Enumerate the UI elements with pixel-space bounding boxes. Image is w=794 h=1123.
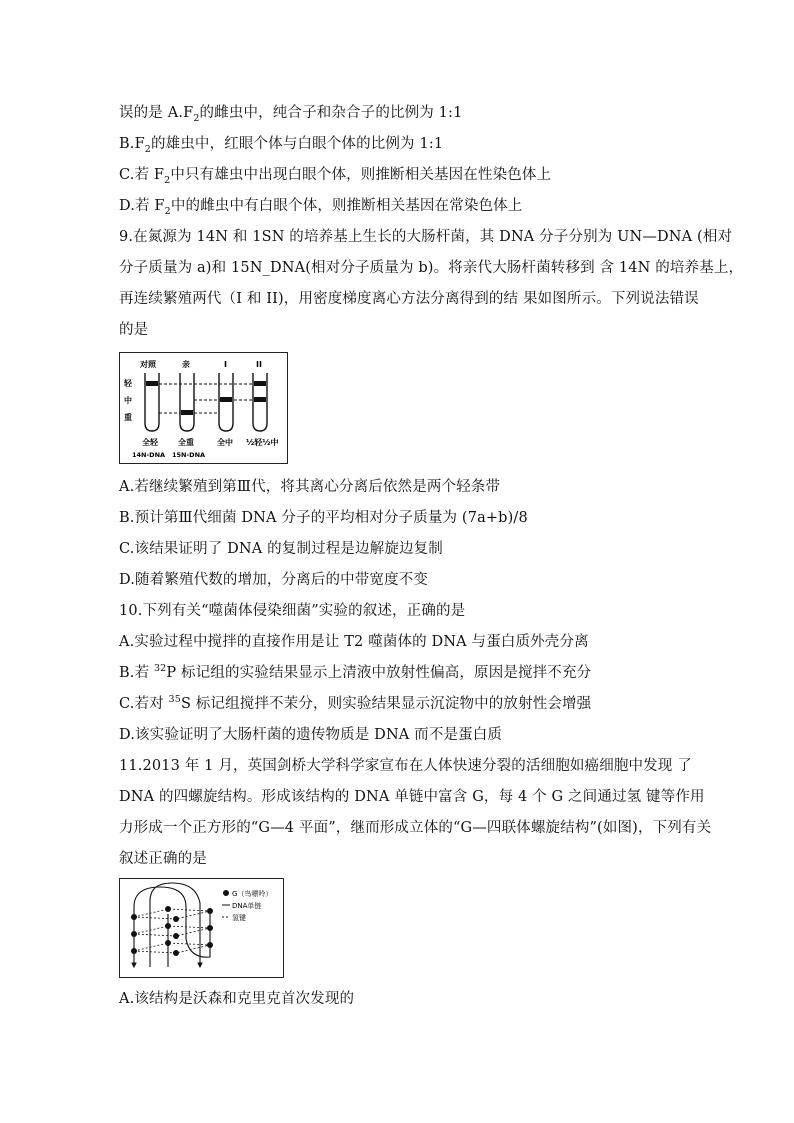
question-9-option-d: D.随着繁殖代数的增加，分离后的中带宽度不变 — [119, 572, 429, 588]
centrifuge-figure — [119, 352, 288, 464]
band-gen1-mid — [220, 397, 232, 402]
question-11-line-2: DNA 的四螺旋结构。形成该结构的 DNA 单链中富含 G，每 4 个 G 之间通过氢 键等作用 — [119, 789, 705, 805]
question-10-option-a: A.实验过程中搅拌的直接作用是让 T2 噬菌体的 DNA 与蛋白质外壳分离 — [119, 634, 589, 650]
bottom-sub-14n: 14N-DNA — [132, 451, 166, 459]
question-10-stem: 10.下列有关“噬菌体侵染细菌”实验的叙述，正确的是 — [119, 603, 466, 619]
bottom-label-half: ½轻½中 — [246, 438, 279, 447]
option-line-8d: D.若 $F_2$中的雌虫中有白眼个体，则推断相关基因在常染色体上 — [119, 198, 523, 217]
question-9-line-4: 的是 — [119, 322, 149, 338]
question-10-option-d: D.该实验证明了大肠杆菌的遗传物质是 DNA 而不是蛋白质 — [119, 727, 503, 743]
question-9-line-2: 分子质量为 a)和 15N_DNA(相对分子质量为 b)。将亲代大肠杆菌转移到 含 14N 的培养基上， — [119, 260, 744, 276]
g-quadruplex-figure — [119, 878, 284, 978]
option-line-8b: $B.F_2$的雄虫中，红眼个体与白眼个体的比例为 1:1 — [119, 136, 444, 155]
row-label-light: 轻 — [124, 379, 132, 388]
question-11-line-4: 叙述正确的是 — [119, 851, 207, 867]
bottom-label-all-heavy: 全重 — [178, 438, 194, 447]
band-control-light — [146, 381, 158, 386]
legend-strand: DNA单链 — [232, 902, 262, 910]
legend-h-bond: 氢键 — [232, 914, 246, 922]
col-label-gen2: II — [256, 360, 262, 369]
col-label-gen1: I — [224, 360, 227, 369]
row-label-heavy: 重 — [124, 413, 132, 422]
bottom-label-all-mid: 全中 — [217, 438, 233, 447]
question-11-line-3: 力形成一个正方形的“G—4 平面”，继而形成立体的“G—四联体螺旋结构”(如图)，下列有关 — [119, 820, 712, 836]
question-9-option-b: B.预计第Ⅲ代细菌 DNA 分子的平均相对分子质量为 (7a+b)/8 — [119, 510, 528, 526]
question-9-line-3: 再连续繁殖两代（I 和 II)，用密度梯度离心方法分离得到的结 果如图所示。下列说法错误 — [119, 291, 699, 307]
col-label-control: 对照 — [140, 360, 156, 369]
option-line-8a: 误的是 $A.F_2$的雌虫中，纯合子和杂合子的比例为 1:1 — [119, 105, 463, 124]
bottom-sub-15n: 15N-DNA — [172, 451, 206, 459]
question-9-line-1: 9.在氮源为 14N 和 1SN 的培养基上生长的大肠杆菌，其 DNA 分子分别为 UN—DNA (相对 — [119, 229, 733, 245]
question-9-option-a: A.若继续繁殖到第Ⅲ代，将其离心分离后依然是两个轻条带 — [119, 479, 501, 495]
question-10-option-c: C.若对 $^{35}$S 标记组搅拌不茉分，则实验结果显示沉淀物中的放射性会增强 — [119, 694, 592, 712]
band-gen2-mid — [254, 397, 266, 402]
question-11-option-a: A.该结构是沃森和克里克首次发现的 — [119, 991, 355, 1007]
tube-parent — [180, 373, 194, 431]
row-label-mid: 中 — [124, 396, 132, 405]
question-9-option-c: C.该结果证明了 DNA 的复制过程是边解旋边复制 — [119, 541, 443, 557]
option-line-8c: C.若 $F_2$中只有雄虫中出现白眼个体，则推断相关基因在性染色体上 — [119, 167, 552, 186]
band-parent-heavy — [181, 410, 193, 415]
band-gen2-light — [254, 381, 266, 386]
question-11-line-1: 11.2013 年 1 月，英国剑桥大学科学家宣布在人体快速分裂的活细胞如癌细胞中发现 了 — [119, 758, 692, 774]
col-label-parent: 亲 — [182, 360, 190, 369]
legend-g: G（鸟嘌呤） — [232, 890, 273, 898]
bottom-label-all-light: 全轻 — [142, 438, 158, 447]
question-10-option-b: B.若 $^{32}$P 标记组的实验结果显示上清液中放射性偏高，原因是搅拌不充分 — [119, 663, 592, 681]
